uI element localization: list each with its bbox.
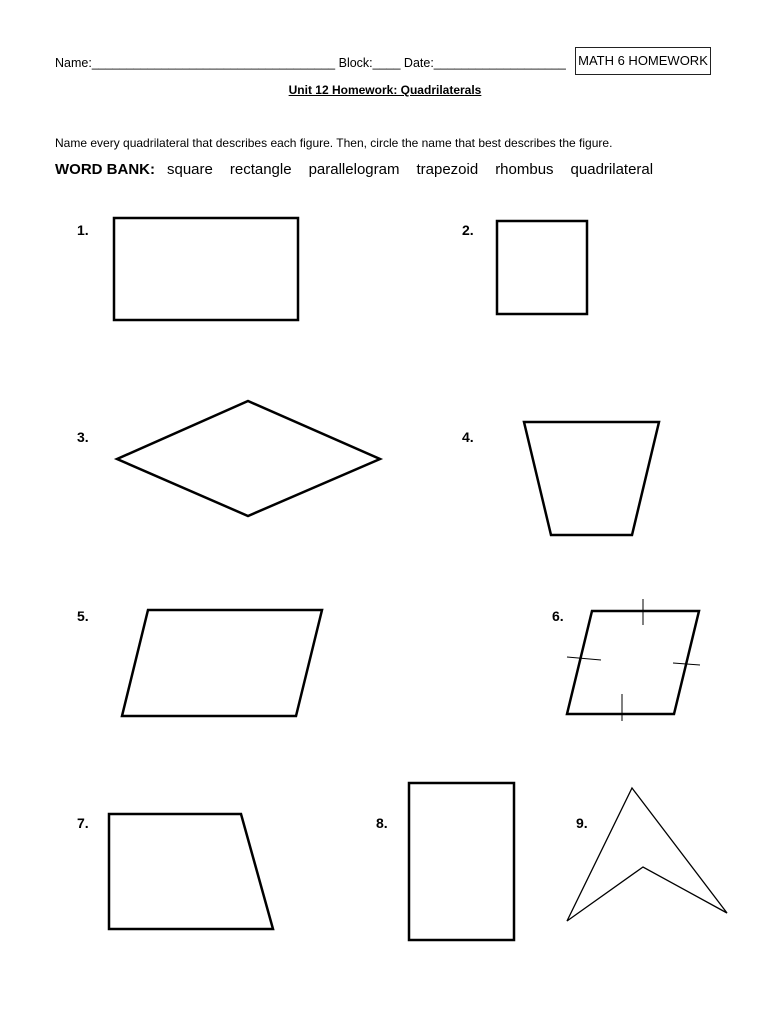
homework-badge: MATH 6 HOMEWORK — [575, 47, 711, 75]
figure-6-rhombus — [567, 599, 700, 721]
word-bank-item: rectangle — [229, 161, 292, 178]
problem-number: 7. — [77, 815, 89, 831]
instructions: Name every quadrilateral that describes each figure. Then, circle the name that best describes the figure. — [55, 136, 613, 150]
problem-number: 9. — [576, 815, 588, 831]
figure-4-trapezoid — [524, 422, 659, 535]
name-block-date-line[interactable]: Name:___________________________________ Block:____ Date:___________________ — [55, 56, 566, 70]
figure-2-square — [497, 221, 587, 314]
figure-3-rhombus — [117, 401, 380, 516]
word-bank-item: quadrilateral — [570, 161, 654, 178]
word-bank-item: square — [166, 161, 213, 178]
problem-number: 8. — [376, 815, 388, 831]
word-bank-item: rhombus — [495, 161, 554, 178]
figure-9-concave-quadrilateral — [567, 788, 727, 921]
figure-7-trapezoid — [109, 814, 273, 929]
figure-6-tick-mark — [567, 657, 601, 660]
problem-number: 5. — [77, 608, 89, 624]
page-title: Unit 12 Homework: Quadrilaterals — [288, 83, 482, 97]
word-bank-item: trapezoid — [416, 161, 479, 178]
problem-number: 6. — [552, 608, 564, 624]
figure-8-rectangle — [409, 783, 514, 940]
figure-5-parallelogram — [122, 610, 322, 716]
problem-number: 2. — [462, 222, 474, 238]
word-bank-item: parallelogram — [308, 161, 400, 178]
problem-number: 1. — [77, 222, 89, 238]
word-bank-label: WORD BANK: — [55, 161, 155, 178]
figure-6-outline — [567, 611, 699, 714]
problem-number: 4. — [462, 429, 474, 445]
problem-number: 3. — [77, 429, 89, 445]
figure-1-rectangle — [114, 218, 298, 320]
